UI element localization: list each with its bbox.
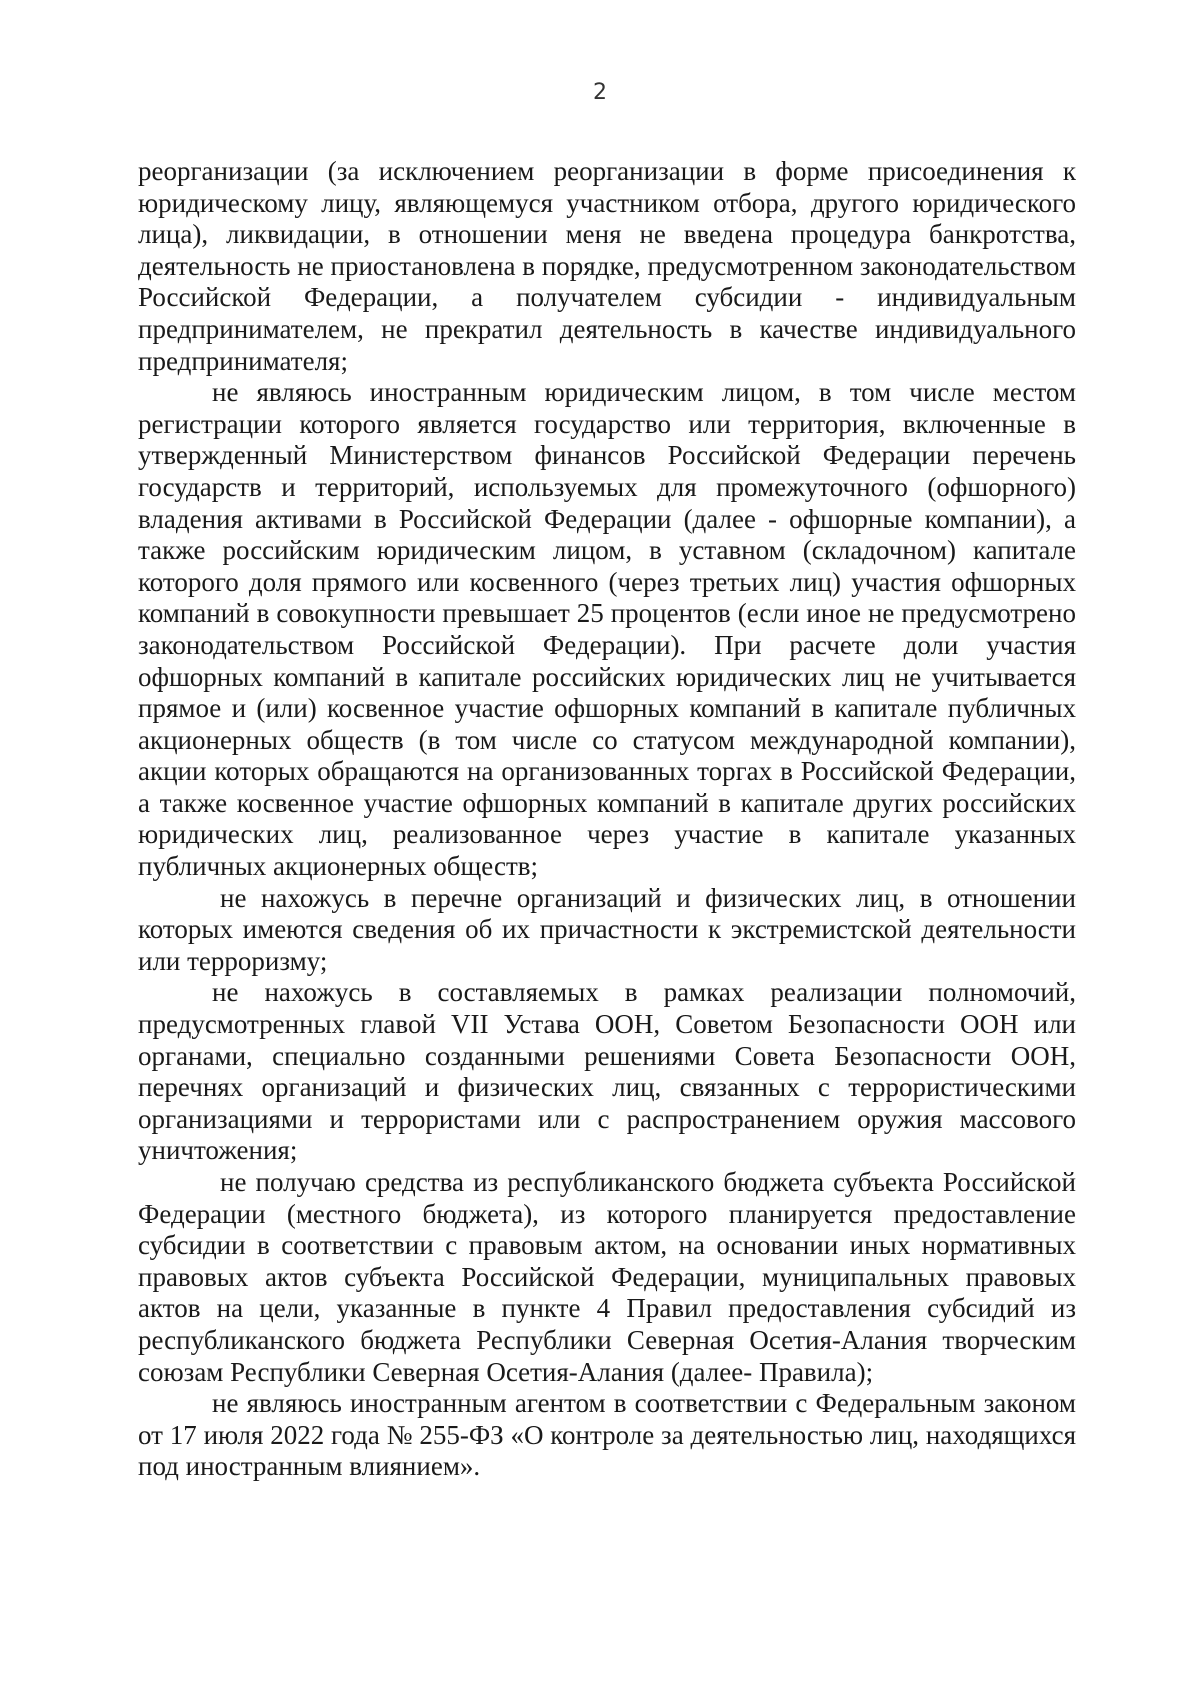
paragraph-reorganization: реорганизации (за исключением реорганизации в форме присоединения к юридическому лицу, являющемуся участником отбора, другого юридического лица), ликвидации, в отношении меня не введена процедура банкротства, деятельность не приостановлена в порядке, предусмотренном законодательством Российской Федерации, а получателем субсидии - индивидуальным предпринимателем, не прекратил деятельность в качестве индивидуального предпринимателя; — [138, 156, 1076, 376]
document-body — [138, 156, 1076, 1483]
paragraph-offshore: не являюсь иностранным юридическим лицом, в том числе местом регистрации которого является государство или территория, включенные в утвержденный Министерством финансов Российской Федерации перечень государств и территорий, используемых для промежуточного (офшорного) владения активами в Российской Федерации (далее - офшорные компании), а также российским юридическим лицом, в уставном (складочном) капитале которого доля прямого или косвенного (через третьих лиц) участия офшорных компаний в совокупности превышает 25 процентов (если иное не предусмотрено законодательством Российской Федерации). При расчете доли участия офшорных компаний в капитале российских юридических лиц не учитывается прямое и (или) косвенное участие офшорных компаний в капитале публичных акционерных обществ (в том числе со статусом международной компании), акции которых обращаются на организованных торгах в Российской Федерации, а также косвенное участие офшорных компаний в капитале других российских юридических лиц, реализованное через участие в капитале указанных публичных акционерных обществ; — [138, 377, 1076, 882]
paragraph-foreign-agent: не являюсь иностранным агентом в соответствии с Федеральным законом от 17 июля 2022 года № 255-ФЗ «О контроле за деятельностью лиц, находящихся под иностранным влиянием». — [138, 1388, 1076, 1482]
paragraph-budget-funds: не получаю средства из республиканского бюджета субъекта Российской Федерации (местного бюджета), из которого планируется предоставление субсидии в соответствии с правовым актом, на основании иных нормативных правовых актов субъекта Российской Федерации, муниципальных правовых актов на цели, указанные в пункте 4 Правил предоставления субсидий из республиканского бюджета Республики Северная Осетия-Алания творческим союзам Республики Северная Осетия-Алания (далее- Правила); — [138, 1167, 1076, 1387]
paragraph-un-sanctions: не нахожусь в составляемых в рамках реализации полномочий, предусмотренных главой VII Устава ООН, Советом Безопасности ООН или органами, специально созданными решениями Совета Безопасности ООН, перечнях организаций и физических лиц, связанных с террористическими организациями и террористами или с распространением оружия массового уничтожения; — [138, 977, 1076, 1166]
paragraph-extremism-list: не нахожусь в перечне организаций и физических лиц, в отношении которых имеются сведения об их причастности к экстремистской деятельности или терроризму; — [138, 882, 1076, 976]
page-number: 2 — [593, 80, 607, 105]
